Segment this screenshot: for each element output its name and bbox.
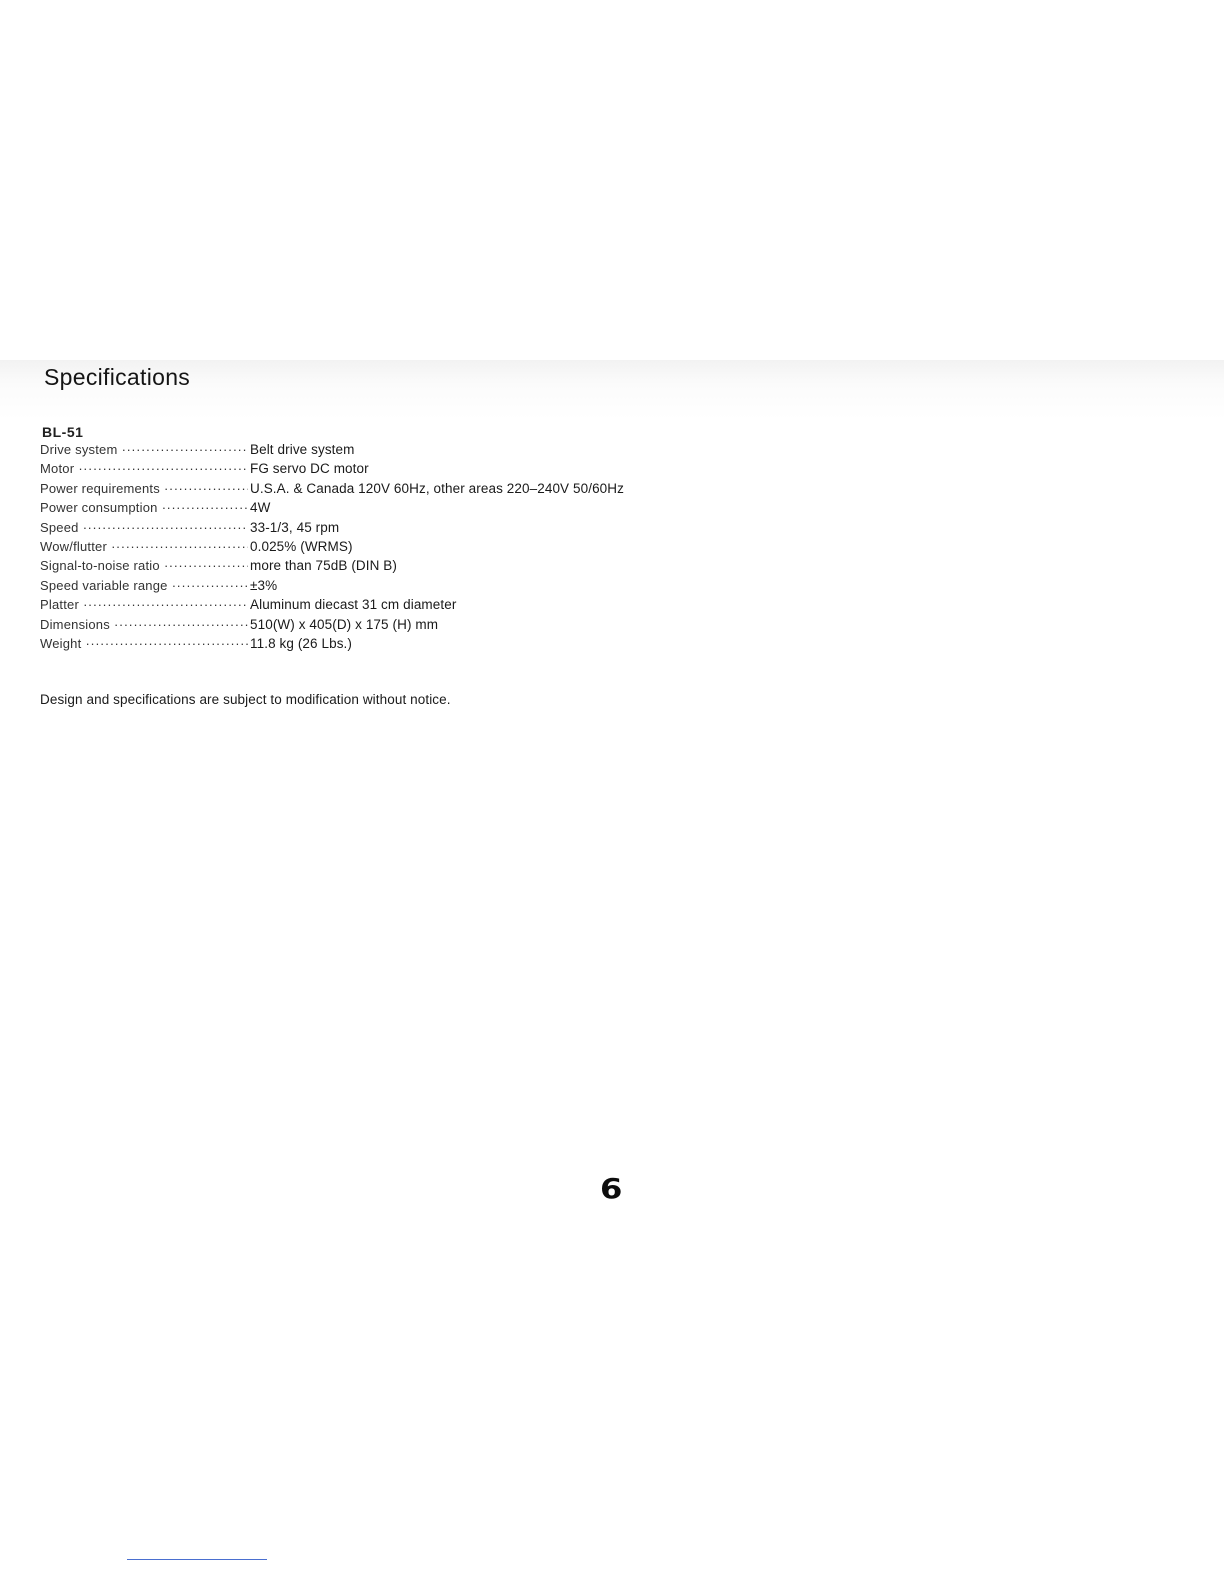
spec-value: Belt drive system: [250, 442, 355, 457]
spec-value: 510(W) x 405(D) x 175 (H) mm: [250, 616, 439, 632]
spec-row-dimensions: [40, 617, 760, 636]
spec-label: Speed variable range ·····: [40, 578, 248, 593]
spec-row-signal-to-noise: [40, 558, 760, 577]
spec-row-power-consumption: [40, 500, 760, 519]
spec-label: Signal-to-noise ratio ·····: [40, 558, 248, 573]
spec-label: Dimensions ·····: [40, 617, 248, 632]
spec-value: FG servo DC motor: [250, 461, 369, 477]
spec-label: Power requirements ·····: [40, 481, 248, 496]
spec-label: Weight ·····: [40, 636, 248, 651]
spec-label: Wow/flutter ·····: [40, 539, 248, 554]
spec-label: Platter ·····: [40, 597, 248, 612]
spec-label: Motor ·····: [40, 461, 248, 476]
spec-value: more than 75dB (DIN B): [250, 558, 398, 574]
spec-row-motor: [40, 461, 760, 480]
footer-rule: [127, 1559, 267, 1560]
spec-value: 33-1/3, 45 rpm: [250, 519, 340, 535]
spec-row-drive-system: [40, 442, 760, 461]
page-number: 6: [600, 1172, 623, 1205]
modification-notice: Design and specifications are subject to modification without notice.: [40, 692, 451, 707]
spec-label: Speed ·····: [40, 520, 248, 535]
spec-label: Power consumption ·····: [40, 500, 248, 515]
spec-row-wow-flutter: [40, 539, 760, 558]
spec-list: [40, 442, 760, 655]
spec-row-speed: [40, 520, 760, 539]
spec-value: 11.8 kg (26 Lbs.): [250, 635, 353, 651]
spec-value: Aluminum diecast 31 cm diameter: [250, 597, 457, 613]
spec-value: U.S.A. & Canada 120V 60Hz, other areas 220–240V 50/60Hz: [250, 480, 624, 496]
spec-row-speed-variable-range: [40, 578, 760, 597]
page-title: Specifications: [44, 364, 191, 390]
spec-value: 0.025% (WRMS): [250, 538, 353, 554]
spec-row-platter: [40, 597, 760, 616]
model-name: BL-51: [42, 424, 84, 440]
spec-value: 4W: [250, 500, 271, 516]
spec-value: ±3%: [250, 577, 278, 593]
spec-row-power-requirements: [40, 481, 760, 500]
spec-row-weight: [40, 636, 760, 655]
spec-label: Drive system ·····: [40, 442, 248, 457]
